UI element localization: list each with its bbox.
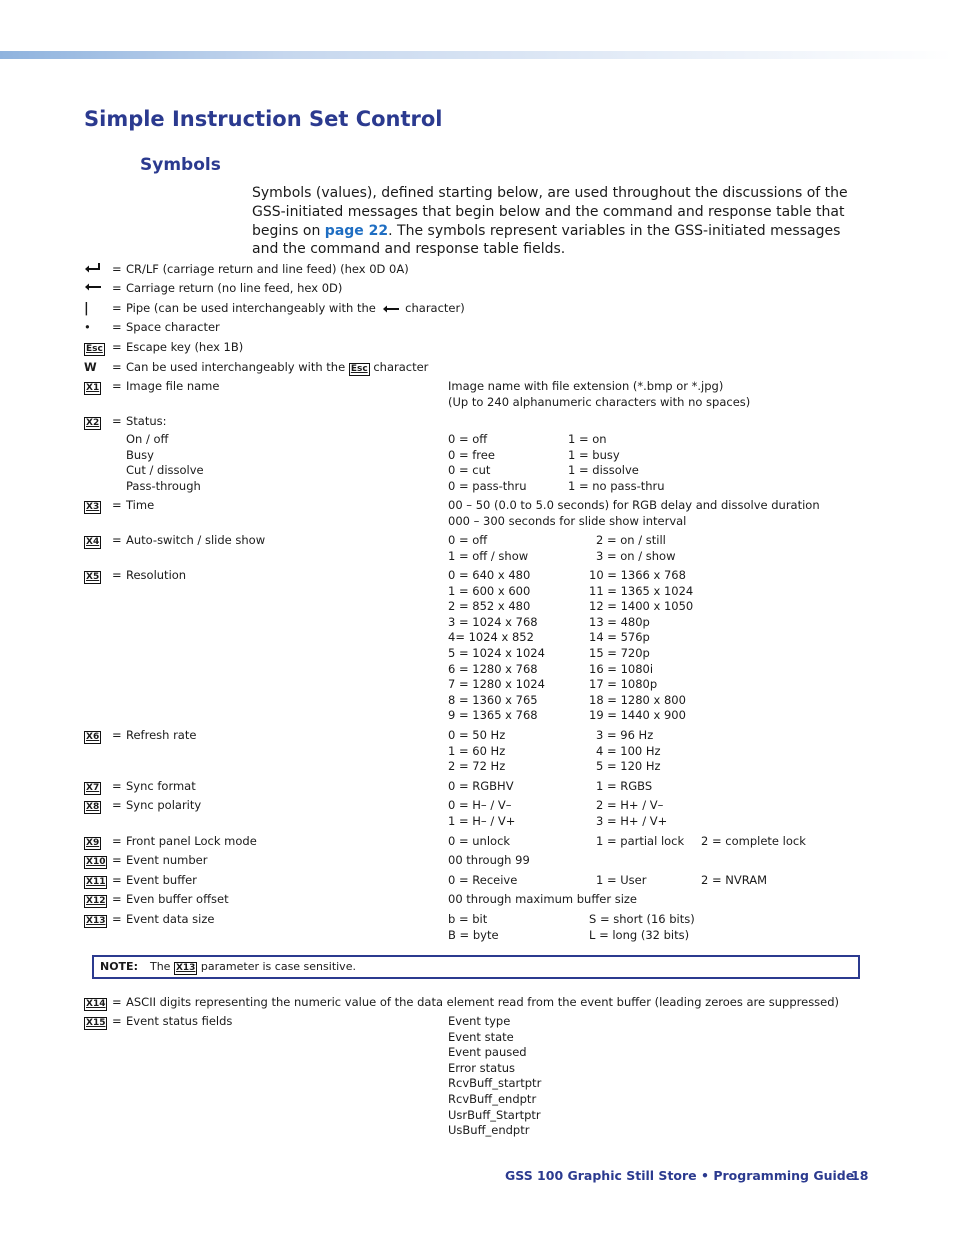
- x13-values-col1: b = bit B = byte: [448, 912, 499, 942]
- equals-sign: =: [112, 360, 122, 374]
- x7-definition: Sync format: [126, 779, 196, 793]
- page-22-link[interactable]: page 22: [324, 222, 389, 239]
- equals-sign: =: [112, 912, 122, 926]
- x11-value-1: 0 = Receive: [448, 873, 518, 887]
- pipe-definition: Pipe (can be used interchangeably with the: [126, 301, 376, 315]
- x6-values-col2: 3 = 96 Hz 4 = 100 Hz 5 = 120 Hz: [596, 728, 661, 774]
- x9-symbol: X9: [86, 838, 100, 848]
- x5-values-col1: 0 = 640 x 480 1 = 600 x 600 2 = 852 x 480 3 = 1024 x 768 4= 1024 x 852 5 = 1024 x 1024 6 = 1280 x 768 7 = 1280 x 1024 8 = 1360 x 765 9 = 1365 x 768: [448, 568, 545, 723]
- x6-values-col1: 0 = 50 Hz 1 = 60 Hz 2 = 72 Hz: [448, 728, 506, 774]
- footer-title: GSS 100 Graphic Still Store • Programming Guide: [505, 1168, 855, 1183]
- space-definition: Space character: [126, 320, 220, 334]
- x1-definition: Image file name: [126, 379, 220, 393]
- x8-definition: Sync polarity: [126, 798, 202, 812]
- equals-sign: =: [112, 379, 122, 393]
- equals-sign: =: [112, 533, 122, 547]
- x12-definition: Even buffer offset: [126, 892, 229, 906]
- x2-definition: Status:: [126, 414, 167, 428]
- x4-symbol: X4: [86, 537, 100, 547]
- w-definition: Can be used interchangeably with the: [126, 360, 346, 374]
- x7-value-2: 1 = RGBS: [596, 779, 653, 793]
- intro-paragraph: [252, 184, 862, 259]
- cr-definition: Carriage return (no line feed, hex 0D): [126, 281, 343, 295]
- x2-values-col1: 0 = off 0 = free 0 = cut 0 = pass-thru: [448, 432, 527, 493]
- note-box: [92, 955, 860, 979]
- equals-sign: =: [112, 728, 122, 742]
- w-symbol: W: [84, 360, 97, 374]
- equals-sign: =: [112, 281, 122, 295]
- x15-definition: Event status fields: [126, 1014, 233, 1028]
- esc-key-symbol: Esc: [86, 344, 103, 354]
- x5-values-col2: 10 = 1366 x 768 11 = 1365 x 1024 12 = 1400 x 1050 13 = 480p 14 = 576p 15 = 720p 16 = 1080i 17 = 1080p 18 = 1280 x 800 19 = 1440 x 900: [589, 568, 694, 723]
- carriage-return-icon: [382, 304, 400, 314]
- x13-definition: Event data size: [126, 912, 215, 926]
- equals-sign: =: [112, 853, 122, 867]
- equals-sign: =: [112, 873, 122, 887]
- equals-sign: =: [112, 779, 122, 793]
- pipe-definition-end: character): [405, 301, 465, 315]
- note-text-end: parameter is case sensitive.: [200, 960, 356, 973]
- x4-values-col2: 2 = on / still 3 = on / show: [596, 533, 676, 563]
- x4-values-col1: 0 = off 1 = off / show: [448, 533, 529, 563]
- equals-sign: =: [112, 1014, 122, 1028]
- x14-symbol: X14: [86, 999, 106, 1009]
- equals-sign: =: [112, 834, 122, 848]
- x15-symbol: X15: [86, 1018, 106, 1028]
- x7-value-1: 0 = RGBHV: [448, 779, 514, 793]
- x11-value-3: 2 = NVRAM: [701, 873, 768, 887]
- x10-description: 00 through 99: [448, 853, 530, 867]
- equals-sign: =: [112, 498, 122, 512]
- x14-definition: ASCII digits representing the numeric value of the data element read from the event buffer (leading zeroes are suppressed): [126, 995, 840, 1009]
- x3-symbol: X3: [86, 502, 100, 512]
- x2-symbol: X2: [86, 418, 100, 428]
- x13-values-col2: S = short (16 bits) L = long (32 bits): [589, 912, 695, 942]
- equals-sign: =: [112, 995, 122, 1009]
- x8-symbol: X8: [86, 802, 100, 812]
- intro-text-1: Symbols (values), defined starting below, are used throughout the discussions of the GSS-initiated messages that begin below and the command and response table that begins on: [252, 185, 848, 239]
- x1-description: Image name with file extension (*.bmp or *.jpg) (Up to 240 alphanumeric characters with no spaces): [448, 379, 751, 409]
- equals-sign: =: [112, 892, 122, 906]
- esc-definition: Escape key (hex 1B): [126, 340, 244, 354]
- w-definition-end: character: [373, 360, 429, 374]
- equals-sign: =: [112, 568, 122, 582]
- carriage-return-icon: [84, 281, 108, 293]
- x12-description: 00 through maximum buffer size: [448, 892, 637, 906]
- x6-symbol: X6: [86, 732, 100, 742]
- x3-definition: Time: [126, 498, 155, 512]
- page-number: 18: [851, 1168, 869, 1183]
- pipe-symbol: |: [84, 301, 89, 316]
- note-label: NOTE:: [100, 960, 138, 973]
- x13-symbol: X13: [86, 916, 106, 926]
- x9-definition: Front panel Lock mode: [126, 834, 257, 848]
- x10-symbol: X10: [86, 857, 106, 867]
- x3-description: 00 – 50 (0.0 to 5.0 seconds) for RGB delay and dissolve duration 000 – 300 seconds for slide show interval: [448, 498, 820, 528]
- x9-value-3: 2 = complete lock: [701, 834, 806, 848]
- esc-key-symbol: Esc: [350, 364, 368, 374]
- x5-definition: Resolution: [126, 568, 187, 582]
- x9-value-1: 0 = unlock: [448, 834, 511, 848]
- x7-symbol: X7: [86, 783, 100, 793]
- x4-definition: Auto-switch / slide show: [126, 533, 266, 547]
- x12-symbol: X12: [86, 896, 106, 906]
- x2-sublist: On / off Busy Cut / dissolve Pass-through: [126, 432, 204, 493]
- x11-definition: Event buffer: [126, 873, 197, 887]
- x13-symbol: X13: [175, 963, 196, 973]
- equals-sign: =: [112, 340, 122, 354]
- x15-fields-list: Event type Event state Event paused Error status RcvBuff_startptr RcvBuff_endptr UsrBuff_Startptr UsBuff_endptr: [448, 1014, 542, 1138]
- equals-sign: =: [112, 320, 122, 334]
- page-title: Simple Instruction Set Control: [84, 107, 443, 131]
- crlf-icon: [84, 262, 108, 274]
- equals-sign: =: [112, 262, 122, 276]
- x9-value-2: 1 = partial lock: [596, 834, 685, 848]
- section-title: Symbols: [140, 155, 221, 175]
- x10-definition: Event number: [126, 853, 208, 867]
- x11-symbol: X11: [86, 877, 106, 887]
- x1-symbol: X1: [86, 383, 100, 393]
- x8-values-col1: 0 = H– / V– 1 = H– / V+: [448, 798, 516, 828]
- space-symbol: •: [84, 320, 91, 334]
- x6-definition: Refresh rate: [126, 728, 197, 742]
- note-text: The: [149, 960, 171, 973]
- equals-sign: =: [112, 301, 122, 315]
- x5-symbol: X5: [86, 572, 100, 582]
- x11-value-2: 1 = User: [596, 873, 647, 887]
- x8-values-col2: 2 = H+ / V– 3 = H+ / V+: [596, 798, 668, 828]
- x2-values-col2: 1 = on 1 = busy 1 = dissolve 1 = no pass-thru: [568, 432, 665, 493]
- crlf-definition: CR/LF (carriage return and line feed) (hex 0D 0A): [126, 262, 409, 276]
- header-gradient-bar: [0, 51, 954, 59]
- intro-text-2: . The symbols represent variables in the GSS-initiated messages and the command and response table fields.: [252, 222, 841, 258]
- equals-sign: =: [112, 414, 122, 428]
- equals-sign: =: [112, 798, 122, 812]
